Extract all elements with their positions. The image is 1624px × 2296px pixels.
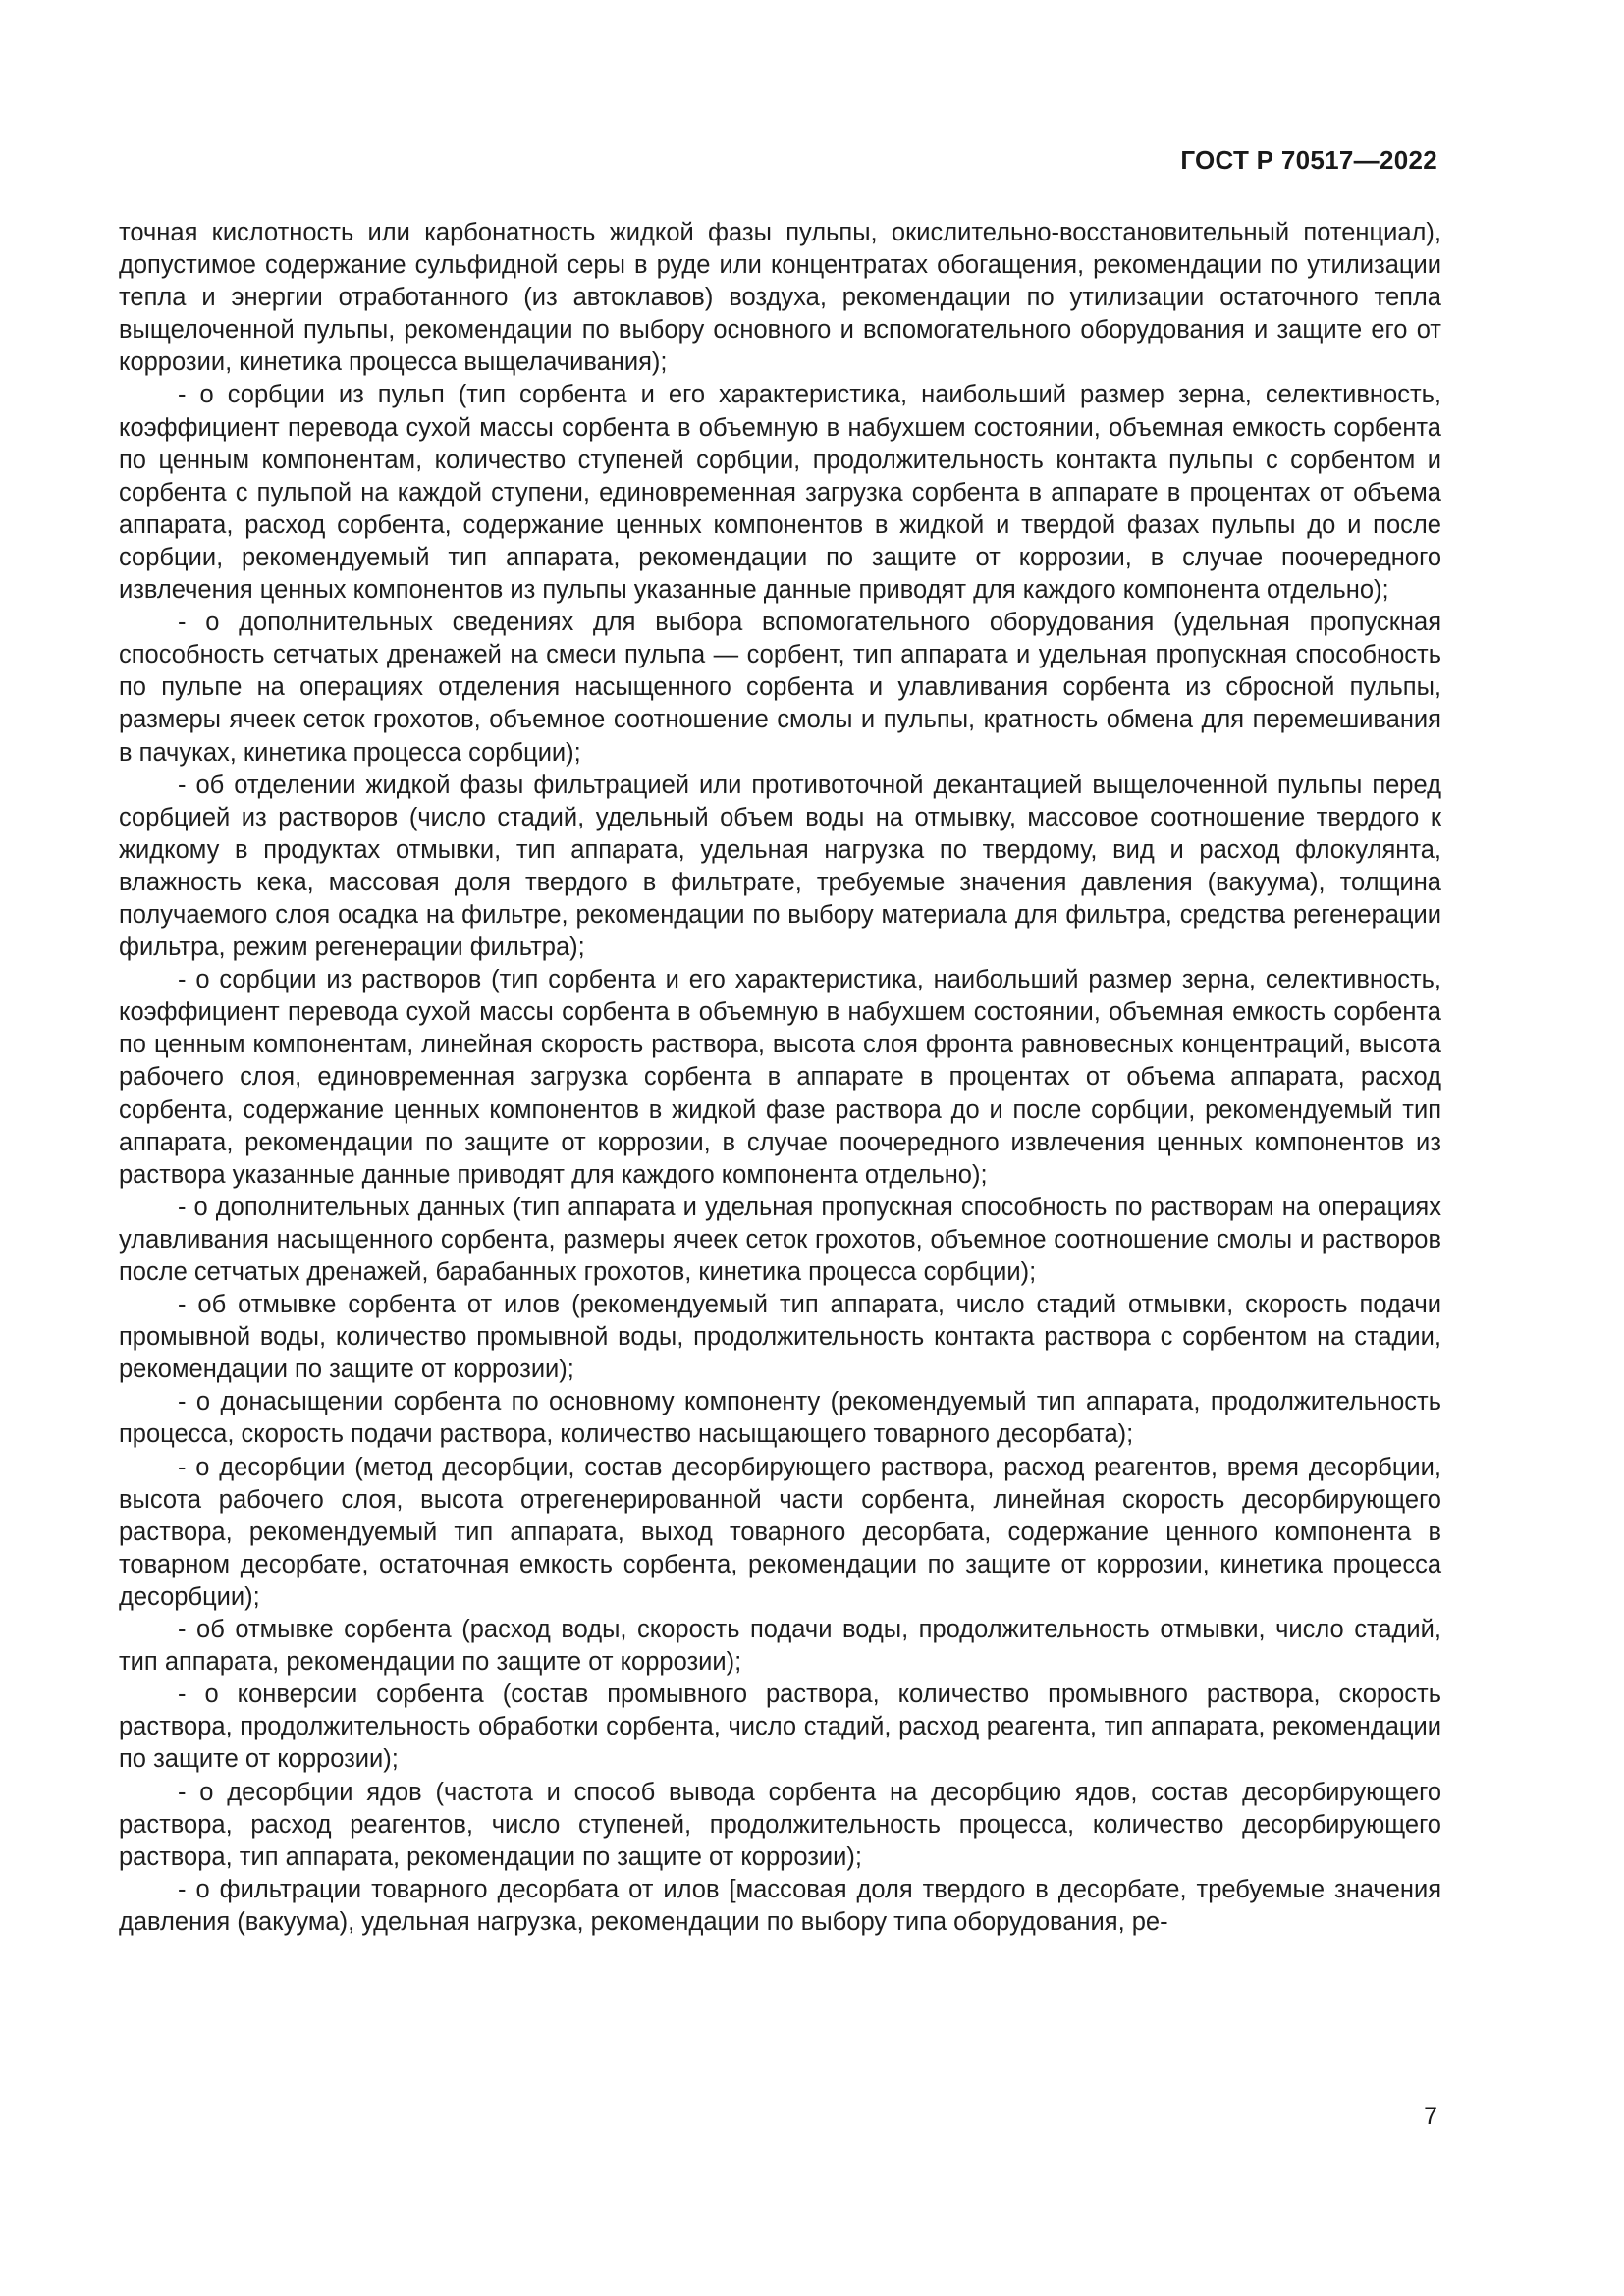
list-item: - о конверсии сорбента (состав промывного раствора, количество промывного раствора, скорость раствора, продолжительность обработки сорбента, число стадий, расход реагента, тип аппарата, рекомендации по защите от коррозии); [119, 1681, 1441, 1774]
list-item: - о донасыщении сорбента по основному компоненту (рекомендуемый тип аппарата, продолжительность процесса, скорость подачи раствора, количество насыщающего товарного десорбата); [119, 1388, 1441, 1449]
body-text [119, 217, 1441, 1939]
list-item: - об отделении жидкой фазы фильтрацией или противоточной декантацией выщелоченной пульпы перед сорбцией из растворов (число стадий, удельный объем воды на отмывку, массовое соотношение твердого к жидкому в продуктах отмывки, тип аппарата, удельная нагрузка по твердому, вид и расход флокулянта, влажность кека, массовая доля твердого в фильтрате, требуемые значения давления (вакуума), толщина получаемого слоя осадка на фильтре, рекомендации по выбору материала для фильтра, средства регенерации фильтра, режим регенерации фильтра); [119, 771, 1441, 962]
list-item: - о фильтрации товарного десорбата от илов [массовая доля твердого в десорбате, требуемые значения давления (вакуума), удельная нагрузка, рекомендации по выбору типа оборудования, ре- [119, 1875, 1441, 1936]
document-code: ГОСТ Р 70517—2022 [1180, 145, 1437, 175]
list-item: - о сорбции из растворов (тип сорбента и его характеристика, наибольший размер зерна, селективность, коэффициент перевода сухой массы сорбента в объемную в набухшем состоянии, объемная емкость сорбента по ценным компонентам, линейная скорость раствора, высота слоя фронта равновесных концентраций, высота рабочего слоя, единовременная загрузка сорбента в аппарате в процентах от объема аппарата, расход сорбента, содержание ценных компонентов в жидкой фазе раствора до и после сорбции, рекомендуемый тип аппарата, рекомендации по защите от коррозии, в случае поочередного извлечения ценных компонентов из раствора указанные данные приводят для каждого компонента отдельно); [119, 966, 1441, 1189]
list-item: - о десорбции (метод десорбции, состав десорбирующего раствора, расход реагентов, время десорбции, высота рабочего слоя, высота отрегенерированной части сорбента, линейная скорость десорбирующего раствора, рекомендуемый тип аппарата, выход товарного десорбата, содержание ценного компонента в товарном десорбате, остаточная емкость сорбента, рекомендации по защите от коррозии, кинетика процесса десорбции); [119, 1453, 1441, 1611]
list-item: - о дополнительных сведениях для выбора вспомогательного оборудования (удельная пропускная способность сетчатых дренажей на смеси пульпа — сорбент, тип аппарата и удельная пропускная способность по пульпе на операциях отделения насыщенного сорбента и улавливания сорбента из сбросной пульпы, размеры ячеек сеток грохотов, объемное соотношение смолы и пульпы, кратность обмена для перемешивания в пачуках, кинетика процесса сорбции); [119, 609, 1441, 767]
list-item: - о дополнительных данных (тип аппарата и удельная пропускная способность по растворам на операциях улавливания насыщенного сорбента, размеры ячеек сеток грохотов, объемное соотношение смолы и растворов после сетчатых дренажей, барабанных грохотов, кинетика процесса сорбции); [119, 1193, 1441, 1286]
list-item: - об отмывке сорбента (расход воды, скорость подачи воды, продолжительность отмывки, число стадий, тип аппарата, рекомендации по защите от коррозии); [119, 1616, 1441, 1677]
paragraph-continuation: точная кислотность или карбонатность жидкой фазы пульпы, окислительно-восстановительный потенциал), допустимое содержание сульфидной серы в руде или концентратах обогащения, рекомендации по утилизации тепла и энергии отработанного (из автоклавов) воздуха, рекомендации по утилизации остаточного тепла выщелоченной пульпы, рекомендации по выбору основного и вспомогательного оборудования и защите его от коррозии, кинетика процесса выщелачивания); [119, 219, 1441, 377]
list-item: - о сорбции из пульп (тип сорбента и его характеристика, наибольший размер зерна, селективность, коэффициент перевода сухой массы сорбента в объемную в набухшем состоянии, объемная емкость сорбента по ценным компонентам, количество ступеней сорбции, продолжительность контакта пульпы с сорбентом и сорбента с пульпой на каждой ступени, единовременная загрузка сорбента в аппарате в процентах от объема аппарата, расход сорбента, содержание ценных компонентов в жидкой и твердой фазах пульпы до и после сорбции, рекомендуемый тип аппарата, рекомендации по защите от коррозии, в случае поочередного извлечения ценных компонентов из пульпы указанные данные приводят для каждого компонента отдельно); [119, 381, 1441, 605]
page-number: 7 [1424, 2103, 1437, 2130]
list-item: - об отмывке сорбента от илов (рекомендуемый тип аппарата, число стадий отмывки, скорость подачи промывной воды, количество промывной воды, продолжительность контакта раствора с сорбентом на стадии, рекомендации по защите от коррозии); [119, 1291, 1441, 1384]
list-item: - о десорбции ядов (частота и способ вывода сорбента на десорбцию ядов, состав десорбирующего раствора, расход реагентов, число ступеней, продолжительность процесса, количество десорбирующего раствора, тип аппарата, рекомендации по защите от коррозии); [119, 1778, 1441, 1871]
